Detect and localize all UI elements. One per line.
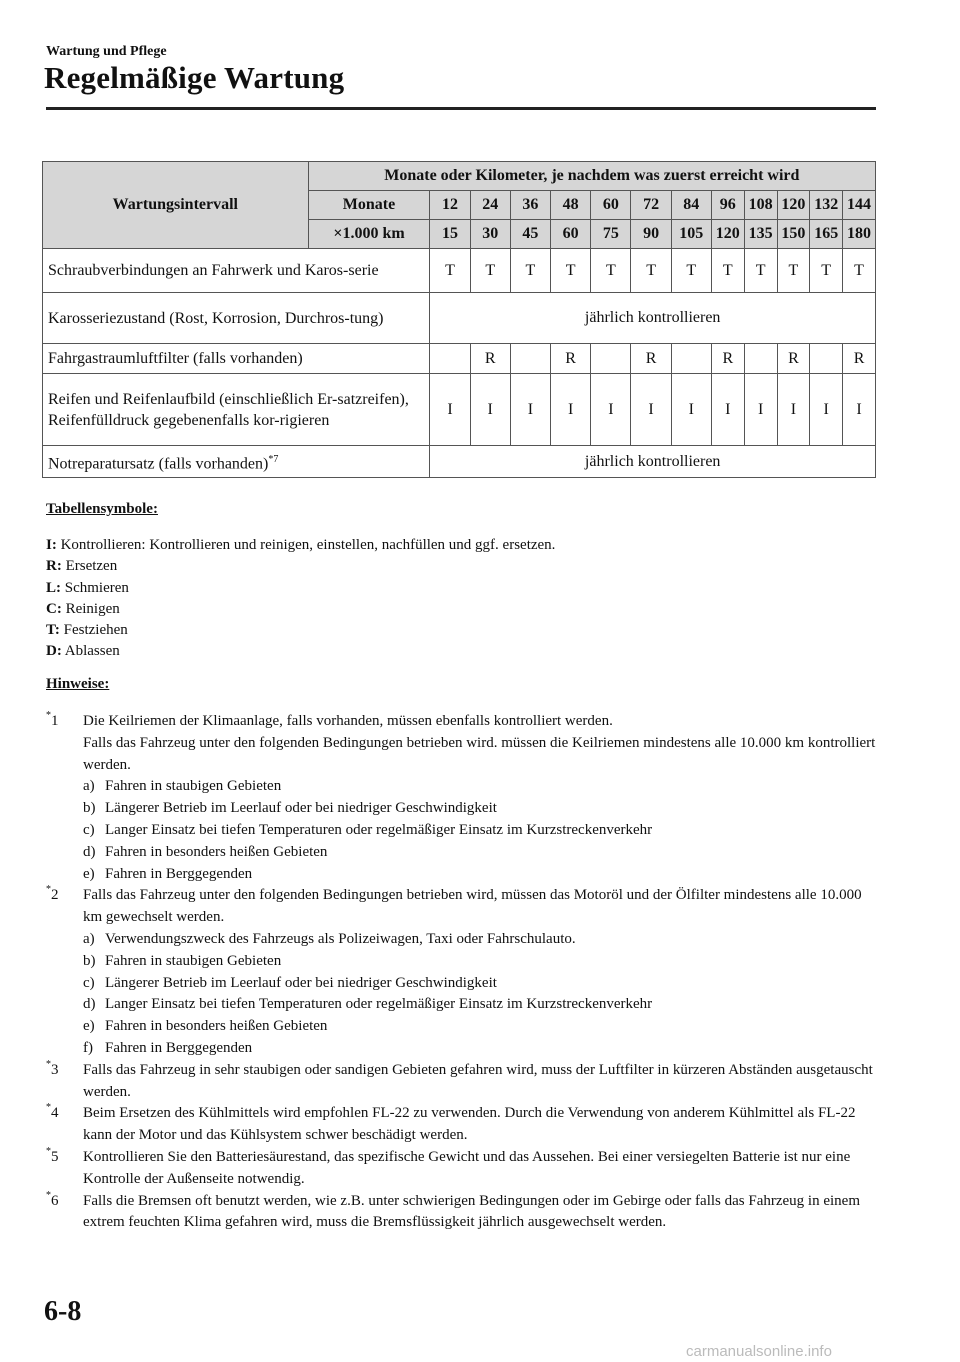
- note-marker: [46, 1147, 59, 1169]
- note-sublabel: a): [83, 930, 95, 947]
- symbol-entry: [46, 535, 555, 556]
- note-subtext: Langer Einsatz bei tiefen Temperaturen oder regelmäßiger Einsatz im Kurzstreckenverkehr: [105, 996, 653, 1013]
- note-number: 4: [51, 1105, 59, 1122]
- note-subitem: [83, 929, 876, 951]
- km-header: 60: [551, 220, 591, 249]
- month-header: 60: [591, 191, 631, 220]
- row-value: I: [510, 374, 550, 446]
- row-value: R: [551, 344, 591, 374]
- month-header: 72: [631, 191, 671, 220]
- month-header: 120: [777, 191, 810, 220]
- row-item-text: Reifen und Reifenlaufbild (einschließlich Er-satzreifen), Reifenfülldruck gegebenenfalls kor-rigieren: [48, 390, 409, 429]
- symbol-text: Ablassen: [64, 643, 120, 660]
- note-sublabel: c): [83, 974, 95, 991]
- symbols-list: [46, 535, 555, 663]
- symbol-text: Reinigen: [65, 600, 120, 617]
- row-value: R: [470, 344, 510, 374]
- note-text: Falls das Fahrzeug in sehr staubigen oder sandigen Gebieten gefahren wird, muss der Luftfilter in kürzeren Abständen ausgetauscht werden.: [83, 1061, 873, 1100]
- symbol-text: Ersetzen: [65, 558, 118, 575]
- note-subitem: [83, 798, 876, 820]
- note-sublabel: b): [83, 800, 96, 817]
- table-row: [43, 446, 876, 478]
- row-value: T: [843, 249, 876, 293]
- merged-value: jährlich kontrollieren: [430, 293, 876, 344]
- notes-list: [46, 711, 876, 1234]
- note-subtext: Fahren in Berggegenden: [105, 865, 253, 882]
- note-sublabel: e): [83, 865, 95, 882]
- row-value: T: [591, 249, 631, 293]
- page-title: Regelmäßige Wartung: [44, 60, 345, 95]
- row-value: I: [744, 374, 777, 446]
- symbol-text: Schmieren: [64, 579, 129, 596]
- page-number: 6-8: [44, 1296, 82, 1327]
- row-value: [744, 344, 777, 374]
- note-star: *: [46, 884, 51, 896]
- note-sublabel: b): [83, 952, 96, 969]
- km-header: 90: [631, 220, 671, 249]
- row-item-text: Fahrgastraumluftfilter (falls vorhanden): [48, 350, 303, 367]
- row-value: T: [510, 249, 550, 293]
- row-value: R: [843, 344, 876, 374]
- note-number: 5: [51, 1148, 59, 1165]
- row-value: [671, 344, 711, 374]
- note-subtext: Fahren in staubigen Gebieten: [105, 952, 282, 969]
- interval-header: Wartungsintervall: [43, 162, 309, 249]
- note-number: 1: [51, 713, 59, 729]
- symbol-entry: [46, 620, 555, 641]
- note-marker: [46, 711, 59, 733]
- row-item-text: Schraubverbindungen an Fahrwerk und Karos-serie: [48, 262, 379, 279]
- note-sublabel: a): [83, 778, 95, 795]
- table-row: [43, 249, 876, 293]
- month-header: 108: [744, 191, 777, 220]
- row-value: T: [671, 249, 711, 293]
- symbol-entry: [46, 641, 555, 662]
- note-marker: [46, 885, 59, 907]
- section-label: Wartung und Pflege: [46, 44, 167, 59]
- note-star: *: [46, 1189, 51, 1201]
- note-number: 6: [51, 1192, 59, 1209]
- note-text: Beim Ersetzen des Kühlmittels wird empfohlen FL-22 zu verwenden. Durch die Verwendung von anderem Kühlmittel als FL-22 kann der Motor und das Kühlsystem schwer beschädigt werden.: [83, 1105, 856, 1144]
- symbol-key: R:: [46, 558, 62, 575]
- row-value: I: [551, 374, 591, 446]
- note-item: [46, 885, 876, 1059]
- title-rule: [46, 107, 876, 110]
- row-item: [43, 446, 430, 478]
- symbol-key: L:: [46, 579, 61, 596]
- row-value: T: [631, 249, 671, 293]
- month-header: 36: [510, 191, 550, 220]
- symbol-text: Festziehen: [63, 622, 128, 639]
- table-row: [43, 293, 876, 344]
- symbol-key: T:: [46, 622, 60, 639]
- row-item: [43, 344, 430, 374]
- row-value: [810, 344, 843, 374]
- row-item: [43, 293, 430, 344]
- row-value: I: [430, 374, 470, 446]
- note-subitem: [83, 951, 876, 973]
- month-header: 12: [430, 191, 470, 220]
- note-item: [46, 1060, 876, 1104]
- row-value: I: [810, 374, 843, 446]
- km-header: 120: [711, 220, 744, 249]
- month-header: 84: [671, 191, 711, 220]
- symbols-heading: Tabellensymbole:: [46, 501, 158, 517]
- row-value: T: [777, 249, 810, 293]
- symbol-key: D:: [46, 643, 62, 660]
- note-subtext: Fahren in staubigen Gebieten: [105, 778, 282, 795]
- month-header: 96: [711, 191, 744, 220]
- row-value: T: [744, 249, 777, 293]
- months-label: Monate: [308, 191, 430, 220]
- note-subitem: [83, 864, 876, 886]
- watermark: carmanualsonline.info: [686, 1343, 832, 1360]
- note-number: 2: [51, 887, 59, 904]
- note-sublabel: d): [83, 996, 96, 1013]
- symbol-key: I:: [46, 537, 57, 553]
- km-header: 105: [671, 220, 711, 249]
- symbol-entry: [46, 578, 555, 599]
- note-star: *: [46, 1058, 51, 1070]
- km-header: 45: [510, 220, 550, 249]
- month-header: 132: [810, 191, 843, 220]
- km-header: 150: [777, 220, 810, 249]
- table-row: [43, 344, 876, 374]
- row-value: R: [711, 344, 744, 374]
- note-subtext: Langer Einsatz bei tiefen Temperaturen oder regelmäßiger Einsatz im Kurzstreckenverkehr: [105, 821, 653, 838]
- row-value: I: [843, 374, 876, 446]
- symbol-key: C:: [46, 600, 62, 617]
- row-item-text: Karosseriezustand (Rost, Korrosion, Durchros-tung): [48, 309, 384, 327]
- note-sublabel: e): [83, 1018, 95, 1035]
- note-marker: [46, 1060, 59, 1082]
- month-header: 24: [470, 191, 510, 220]
- note-number: 3: [51, 1061, 59, 1078]
- note-subtext: Fahren in Berggegenden: [105, 1039, 253, 1056]
- notes-heading: Hinweise:: [46, 676, 110, 692]
- row-value: [591, 344, 631, 374]
- note-subitem: [83, 842, 876, 864]
- span-header: Monate oder Kilometer, je nachdem was zuerst erreicht wird: [308, 162, 875, 191]
- note-sublabel: f): [83, 1039, 93, 1056]
- note-marker: [46, 1103, 59, 1125]
- row-value: [510, 344, 550, 374]
- km-header: 135: [744, 220, 777, 249]
- km-header: 30: [470, 220, 510, 249]
- footnote-ref: *7: [268, 454, 279, 465]
- merged-value: jährlich kontrollieren: [430, 446, 876, 478]
- km-header: 180: [843, 220, 876, 249]
- km-label: ×1.000 km: [308, 220, 430, 249]
- note-marker: [46, 1191, 59, 1213]
- note-subitem: [83, 1016, 876, 1038]
- note-item: [46, 1103, 876, 1147]
- row-value: I: [470, 374, 510, 446]
- month-header: 144: [843, 191, 876, 220]
- row-value: I: [631, 374, 671, 446]
- row-value: I: [711, 374, 744, 446]
- note-text: Falls das Fahrzeug unter den folgenden Bedingungen betrieben wird, müssen das Motoröl und der Ölfilter mindestens alle 10.000 km gewechselt werden.: [83, 887, 862, 926]
- row-value: T: [810, 249, 843, 293]
- note-text: Kontrollieren Sie den Batteriesäurestand, das spezifische Gewicht und das Aussehen. Bei einer versiegelten Batterie ist nur eine Kontrolle der Außenseite notwendig.: [83, 1148, 851, 1187]
- km-header: 15: [430, 220, 470, 249]
- note-sublabel: c): [83, 821, 95, 838]
- note-sublabel: d): [83, 843, 96, 860]
- row-value: [430, 344, 470, 374]
- note-text: Falls das Fahrzeug unter den folgenden Bedingungen betrieben wird. müssen die Keilriemen mindestens alle 10.000 km kontrolliert werden.: [83, 734, 876, 773]
- note-star: *: [46, 1102, 51, 1114]
- symbol-entry: [46, 599, 555, 620]
- note-item: [46, 1191, 876, 1235]
- note-text: Die Keilriemen der Klimaanlage, falls vorhanden, müssen ebenfalls kontrolliert werden.: [83, 713, 613, 729]
- note-subitem: [83, 1038, 876, 1060]
- note-subtext: Längerer Betrieb im Leerlauf oder bei niedriger Geschwindigkeit: [105, 974, 497, 991]
- row-item: [43, 374, 430, 446]
- row-value: R: [777, 344, 810, 374]
- note-subitem: [83, 973, 876, 995]
- note-subtext: Verwendungszweck des Fahrzeugs als Polizeiwagen, Taxi oder Fahrschulauto.: [105, 930, 576, 947]
- note-subtext: Fahren in besonders heißen Gebieten: [105, 843, 328, 860]
- note-subtext: Längerer Betrieb im Leerlauf oder bei niedriger Geschwindigkeit: [105, 800, 497, 817]
- symbol-entry: [46, 556, 555, 577]
- table-row: [43, 374, 876, 446]
- km-header: 75: [591, 220, 631, 249]
- note-subitem: [83, 776, 876, 798]
- note-item: [46, 1147, 876, 1191]
- row-item: [43, 249, 430, 293]
- row-value: I: [671, 374, 711, 446]
- row-value: R: [631, 344, 671, 374]
- symbol-text: Kontrollieren: Kontrollieren und reinigen, einstellen, nachfüllen und ggf. ersetzen.: [60, 537, 556, 553]
- note-text: Falls die Bremsen oft benutzt werden, wie z.B. unter schwierigen Bedingungen oder im Gebirge oder falls das Fahrzeug in einem extrem feuchten Klima gefahren wird, muss die Bremsflüssigkeit jährlich ausgewechselt werden.: [83, 1192, 861, 1231]
- row-value: I: [777, 374, 810, 446]
- month-header: 48: [551, 191, 591, 220]
- row-item-text: Notreparatursatz (falls vorhanden): [48, 455, 269, 473]
- note-subitem: [83, 994, 876, 1016]
- note-star: *: [46, 1145, 51, 1157]
- row-value: T: [470, 249, 510, 293]
- note-star: *: [46, 710, 51, 721]
- note-subitem: [83, 820, 876, 842]
- note-subtext: Fahren in besonders heißen Gebieten: [105, 1018, 328, 1035]
- row-value: T: [711, 249, 744, 293]
- maintenance-table: [42, 161, 876, 478]
- km-header: 165: [810, 220, 843, 249]
- row-value: I: [591, 374, 631, 446]
- row-value: T: [430, 249, 470, 293]
- note-item: [46, 711, 876, 885]
- row-value: T: [551, 249, 591, 293]
